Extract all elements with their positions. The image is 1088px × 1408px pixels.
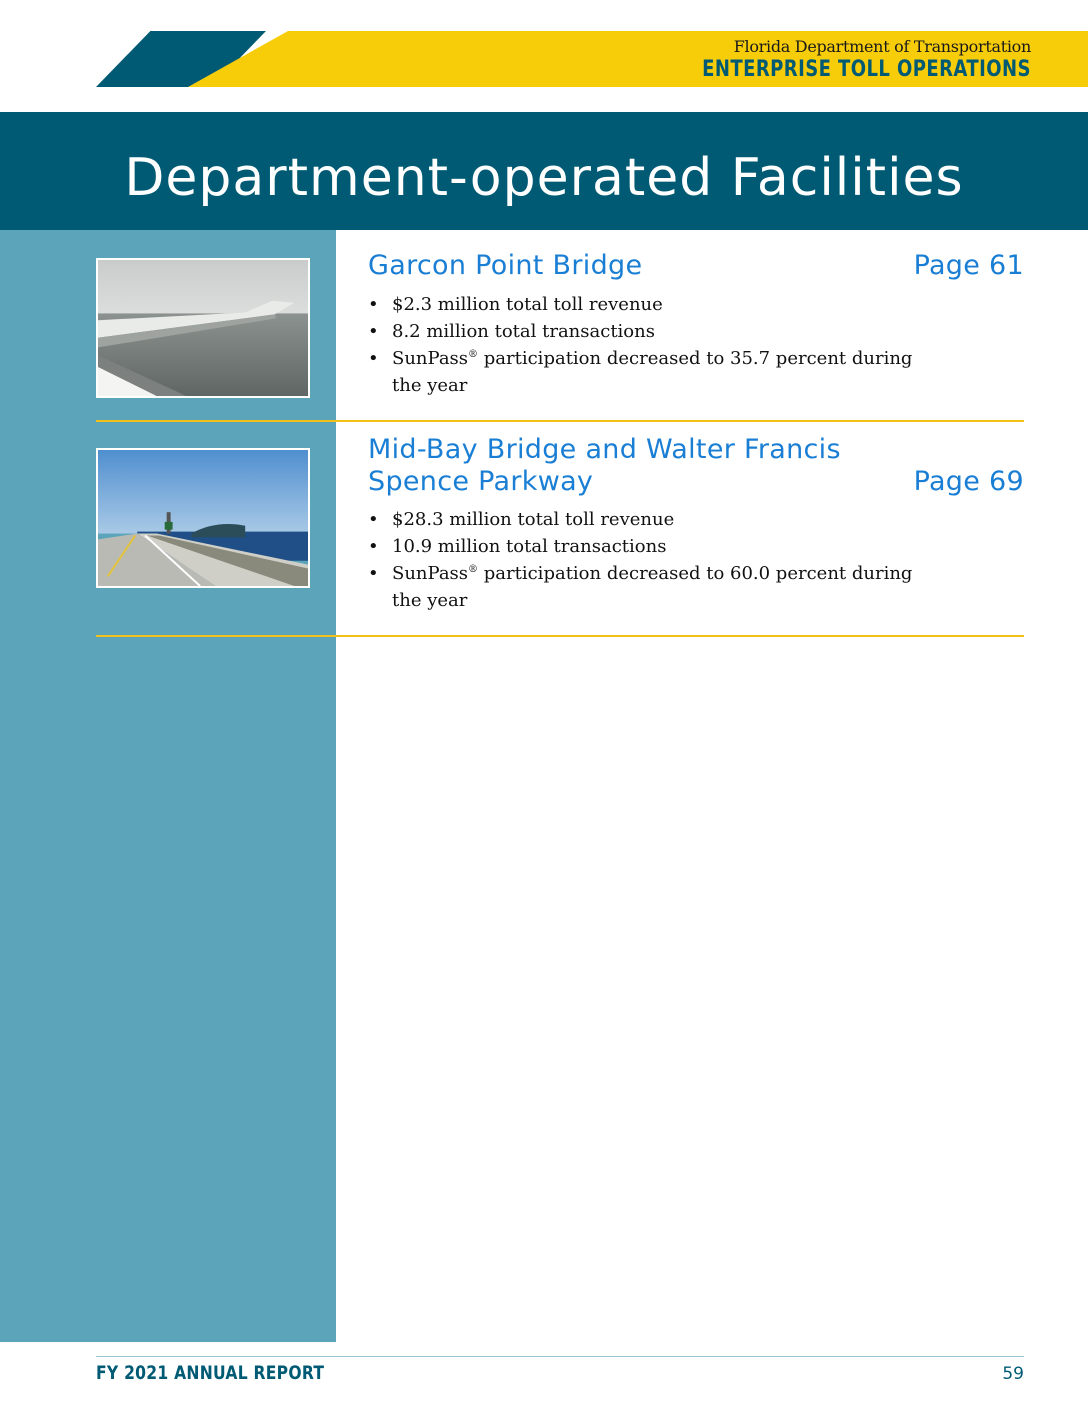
division-name: ENTERPRISE TOLL OPERATIONS (702, 57, 1031, 82)
garcon-point-bridge-photo (96, 258, 310, 398)
facility-mid-bay (96, 436, 1024, 638)
list-item (368, 560, 928, 614)
mid-bay-bridge-photo (96, 448, 310, 588)
list-item: • $2.3 million total toll revenue (368, 291, 928, 318)
facility-title: Mid-Bay Bridge and Walter Francis Spence Parkway (368, 434, 841, 497)
facility-page-link[interactable]: Page 61 (913, 250, 1024, 281)
list-item: • 8.2 million total transactions (368, 318, 928, 345)
facility-stats-list (368, 291, 928, 399)
facility-page-link[interactable]: Page 69 (913, 466, 1024, 497)
footer-divider (96, 1356, 1024, 1357)
report-label: FY 2021 ANNUAL REPORT (96, 1362, 325, 1384)
list-item: • 10.9 million total transactions (368, 533, 928, 560)
section-divider (96, 420, 1024, 422)
list-item (368, 345, 928, 399)
registered-mark: ® (468, 564, 479, 575)
facility-stats-list (368, 506, 928, 614)
facility-title: Garcon Point Bridge (368, 250, 643, 281)
sunpass-detail: participation decreased to 35.7 percent during the year (392, 348, 913, 396)
page-title: Department-operated Facilities (124, 148, 964, 208)
agency-name: Florida Department of Transportation (733, 37, 1031, 56)
section-divider (96, 635, 1024, 637)
registered-mark: ® (468, 349, 479, 360)
sunpass-brand: SunPass (392, 563, 469, 584)
list-item: • $28.3 million total toll revenue (368, 506, 928, 533)
sunpass-brand: SunPass (392, 348, 469, 369)
facility-garcon-point (96, 250, 1024, 424)
agency-branding (630, 37, 1031, 83)
sunpass-detail: participation decreased to 60.0 percent during the year (392, 563, 913, 611)
page-number: 59 (1002, 1364, 1024, 1384)
